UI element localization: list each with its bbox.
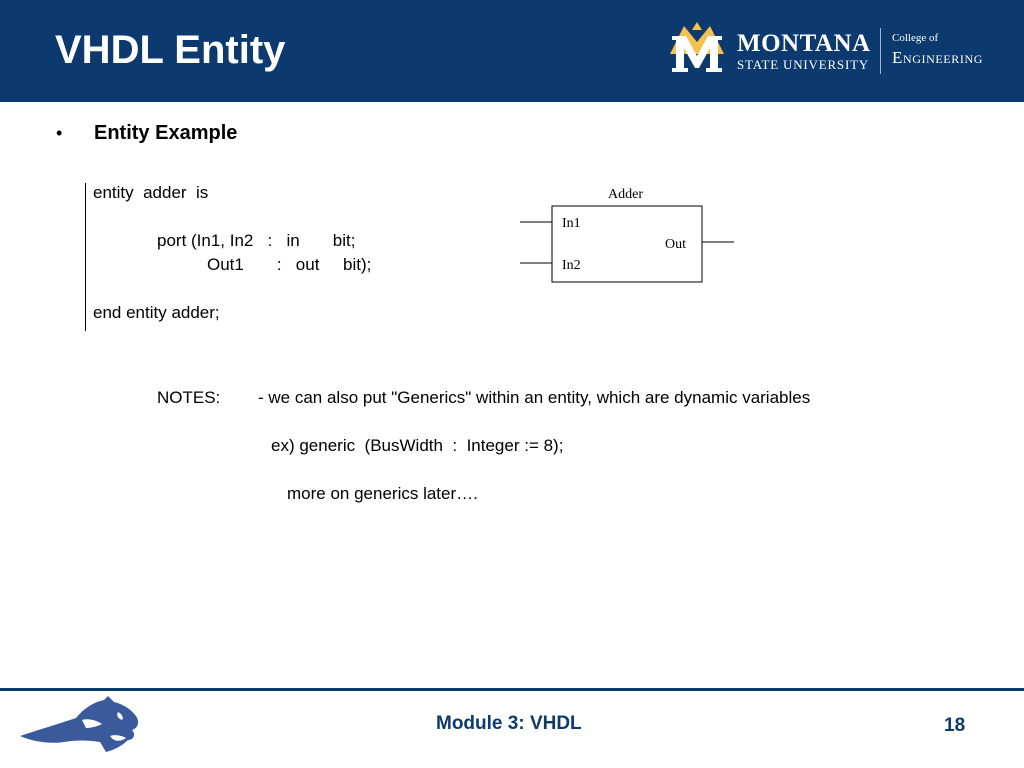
code-line-entity: entity adder is: [93, 183, 209, 202]
code-line-port: port (In1, In2 : in bit;: [157, 231, 356, 250]
footer-module-title: Module 3: VHDL: [436, 713, 582, 734]
footer-rule: [0, 688, 1024, 691]
code-line-end: end entity adder;: [93, 303, 220, 322]
university-logo: [664, 20, 1014, 80]
bobcat-head-icon: [18, 696, 142, 754]
output-label: Out: [665, 237, 686, 252]
code-margin-line: [85, 183, 86, 331]
adder-block-diagram: [510, 180, 750, 290]
page-number: 18: [944, 715, 966, 736]
university-name: MONTANA: [737, 30, 871, 57]
code-line-out: Out1 : out bit);: [207, 255, 372, 274]
notes-line-generics: - we can also put "Generics" within an entity, which are dynamic variables: [258, 388, 811, 407]
slide-title: VHDL Entity: [55, 28, 286, 72]
adder-block-label: Adder: [608, 187, 643, 202]
slide-header: [0, 0, 1024, 102]
bullet-marker: •: [56, 123, 63, 143]
college-of-label: College of: [892, 32, 939, 44]
logo-divider: [880, 28, 881, 74]
college-name: Engineering: [892, 48, 983, 67]
notes-line-later: more on generics later….: [287, 484, 478, 503]
input1-label: In1: [562, 216, 581, 231]
montana-m-logo-icon: [664, 20, 730, 76]
bullet-heading: Entity Example: [94, 122, 238, 144]
notes-line-example: ex) generic (BusWidth : Integer := 8);: [271, 436, 564, 455]
university-subname: STATE UNIVERSITY: [737, 57, 870, 72]
notes-label: NOTES:: [157, 388, 221, 407]
input2-label: In2: [562, 258, 581, 273]
